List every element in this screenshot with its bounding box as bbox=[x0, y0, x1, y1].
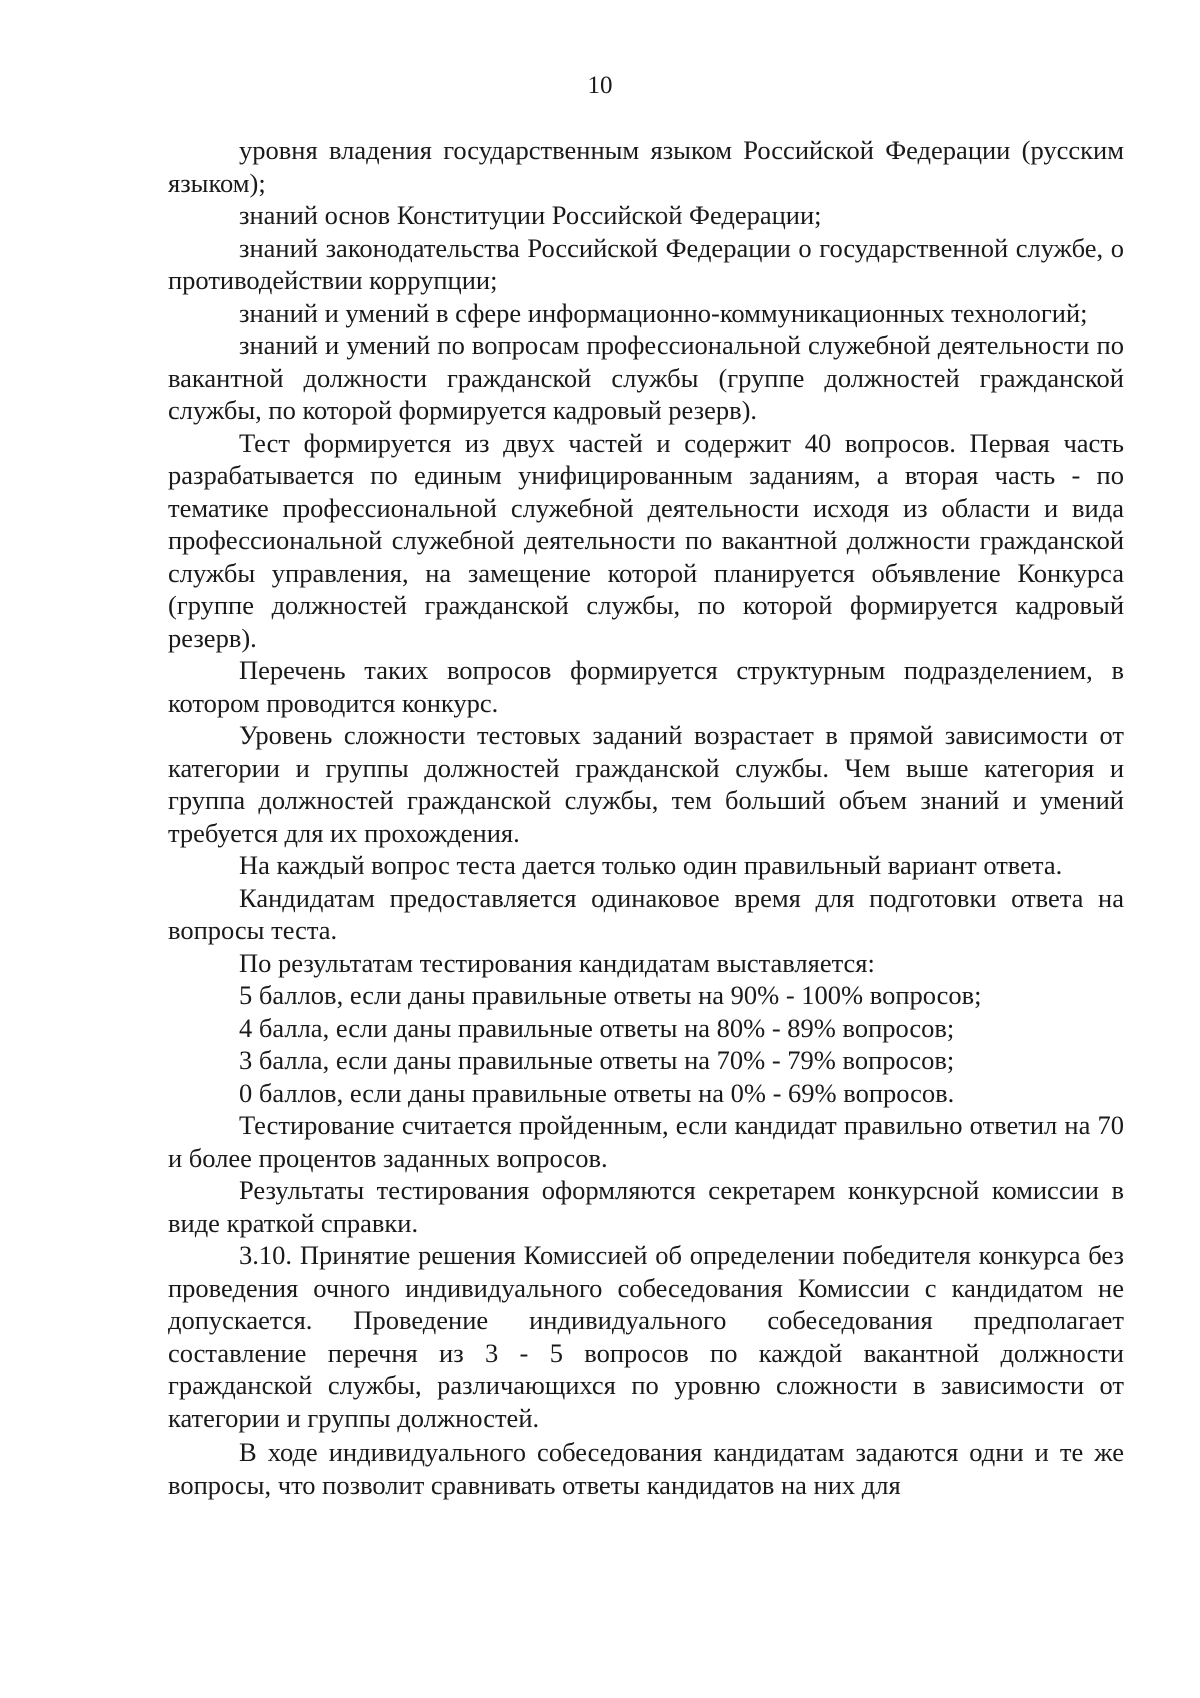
paragraph: знаний и умений в сфере информационно-коммуникационных технологий; bbox=[239, 297, 1088, 328]
list-item: 4 балла, если даны правильные ответы на 80% - 89% вопросов; bbox=[239, 1012, 955, 1043]
paragraph: уровня владения государственным языком Российской Федерации (русским языком); bbox=[168, 135, 1124, 198]
list-item: 3 балла, если даны правильные ответы на 70% - 79% вопросов; bbox=[239, 1045, 955, 1075]
paragraph: знаний законодательства Российской Федерации о государственной службе, о противодействии коррупции; bbox=[168, 232, 1124, 295]
document-body bbox=[168, 134, 1124, 1501]
paragraph: знаний основ Конституции Российской Федерации; bbox=[239, 200, 822, 230]
list-item: 5 баллов, если даны правильные ответы на 90% - 100% вопросов; bbox=[239, 980, 982, 1010]
paragraph: Тестирование считается пройденным, если кандидат правильно ответил на 70 и более процентов заданных вопросов. bbox=[168, 1110, 1124, 1173]
paragraph: Уровень сложности тестовых заданий возрастает в прямой зависимости от категории и группы должностей гражданской службы. Чем выше категория и группа должностей гражданской службы, тем больший объем знаний и умений требуется для их прохождения. bbox=[168, 720, 1124, 848]
paragraph: Тест формируется из двух частей и содержит 40 вопросов. Первая часть разрабатывается по единым унифицированным заданиям, а вторая часть - по тематике профессиональной служебной деятельности исходя из области и вида профессиональной служебной деятельности по вакантной должности гражданской службы управления, на замещение которой планируется объявление Конкурса (группе должностей гражданской службы, по которой формируется кадровый резерв). bbox=[168, 427, 1124, 653]
paragraph: В ходе индивидуального собеседования кандидатам задаются одни и те же вопросы, что позволит сравнивать ответы кандидатов на них для bbox=[168, 1437, 1124, 1500]
paragraph: Перечень таких вопросов формируется структурным подразделением, в котором проводится конкурс. bbox=[168, 655, 1124, 718]
paragraph: По результатам тестирования кандидатам выставляется: bbox=[239, 947, 875, 978]
paragraph: 3.10. Принятие решения Комиссией об определении победителя конкурса без проведения очного индивидуального собеседования Комиссии с кандидатом не допускается. Проведение индивидуального собеседования предполагает составление перечня из 3 - 5 вопросов по каждой вакантной должности гражданской службы, различающихся по уровню сложности в зависимости от категории и группы должностей. bbox=[168, 1240, 1124, 1433]
page-number: 10 bbox=[587, 72, 613, 99]
list-item: 0 баллов, если даны правильные ответы на 0% - 69% вопросов. bbox=[239, 1077, 955, 1108]
paragraph: Кандидатам предоставляется одинаковое время для подготовки ответа на вопросы теста. bbox=[168, 882, 1124, 945]
paragraph: Результаты тестирования оформляются секретарем конкурсной комиссии в виде краткой справки. bbox=[168, 1175, 1124, 1238]
paragraph: На каждый вопрос теста дается только один правильный вариант ответа. bbox=[239, 850, 1063, 880]
paragraph: знаний и умений по вопросам профессиональной служебной деятельности по вакантной должности гражданской службы (группе должностей гражданской службы, по которой формируется кадровый резерв). bbox=[168, 330, 1124, 425]
